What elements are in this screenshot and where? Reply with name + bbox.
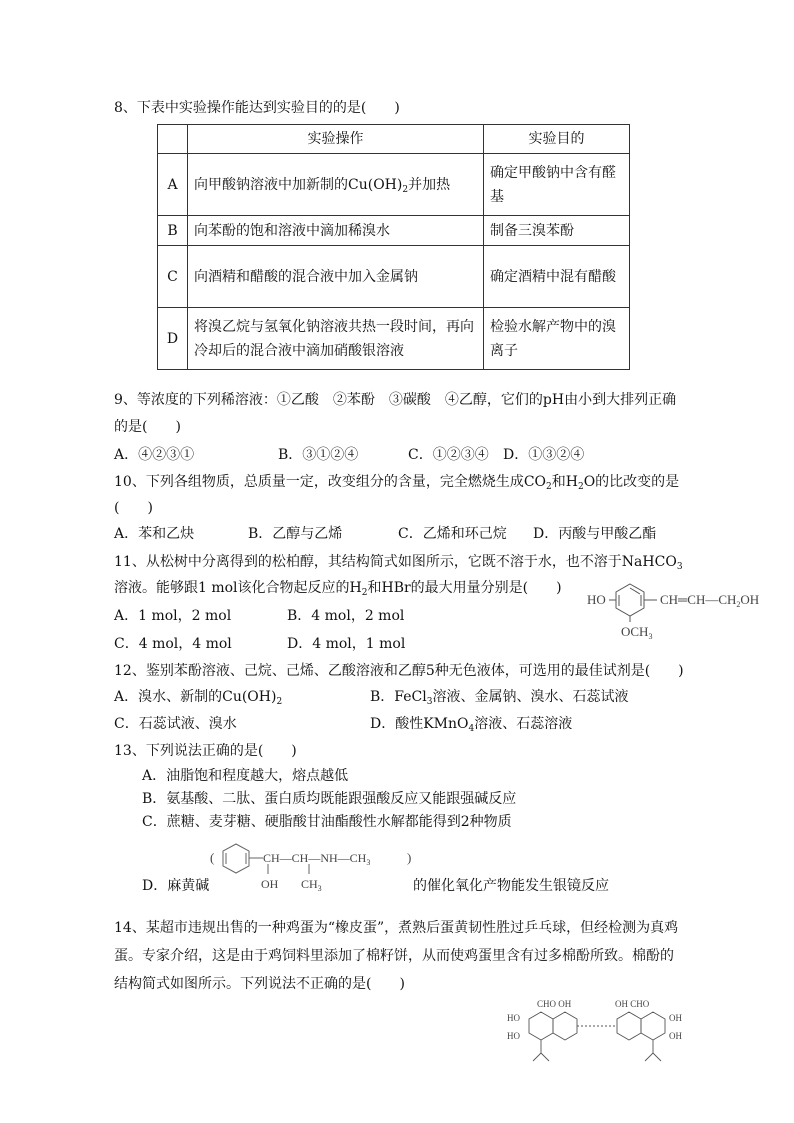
q9-stem-line2: 的是( ) <box>114 419 181 435</box>
q10-stem-line1: 10、下列各组物质，总质量一定，改变组分的含量，完全燃烧生成$CO_2$和$H_2O$的比改变的是 <box>114 474 680 492</box>
oh-label: OH <box>261 877 279 891</box>
q11-stem-line1: 11、从松树中分离得到的松柏醇，其结构简式如图所示，它既不溶于水，也不溶于NaHCO$_3$ <box>114 554 683 572</box>
q10-option-c: C．乙烯和环己烷 <box>398 526 507 542</box>
q14-stem-line2: 蛋。专家介绍，这是由于鸡饲料里添加了棉籽饼，从而使鸡蛋里含有过多棉酚所致。棉酚的 <box>114 948 674 964</box>
q9-option-c: C．①②③④ <box>408 447 489 463</box>
row-label: D <box>158 308 188 370</box>
q12-option-b: B．FeCl$_3$溶液、金属钠、溴水、石蕊试液 <box>370 689 629 707</box>
q11-option-d: D．4 mol，1 mol <box>287 636 406 652</box>
q10-option-d: D．丙酸与甲酸乙酯 <box>533 526 657 542</box>
row-operation: 将溴乙烷与氢氧化钠溶液共热一段时间，再向冷却后的混合液中滴加硝酸银溶液 <box>188 308 484 370</box>
row-purpose: 检验水解产物中的溴离子 <box>484 308 630 370</box>
q9-option-b: B．③①②④ <box>278 447 359 463</box>
q11-option-a: A．1 mol，2 mol <box>114 608 232 624</box>
row-label: B <box>158 216 188 246</box>
row-operation: 向苯酚的饱和溶液中滴加稀溴水 <box>188 216 484 246</box>
q14-stem-line1: 14、某超市违规出售的一种鸡蛋为“橡皮蛋”，煮熟后蛋黄韧性胜过乒乓球，但经检测为真鸡 <box>114 920 679 936</box>
q12-option-a: A．溴水、新制的$Cu(OH)_2$ <box>114 689 283 707</box>
table-row <box>158 308 630 370</box>
header-purpose: 实验目的 <box>484 125 630 154</box>
methoxy-label: $OCH_3$ <box>621 624 653 641</box>
q10-stem-line2: ( ) <box>114 500 153 516</box>
row-operation: 向酒精和醋酸的混合液中加入金属钠 <box>188 246 484 308</box>
chain-label: $CH—CH—NH—CH_3$ <box>263 851 371 867</box>
ho-label: HO <box>587 592 606 607</box>
table-row <box>158 216 630 246</box>
q12-stem: 12、鉴别苯酚溶液、己烷、己烯、乙酸溶液和乙醇5种无色液体，可选用的最佳试剂是( ) <box>114 663 684 679</box>
table-corner <box>158 125 188 154</box>
q13-option-c: C．蔗糖、麦芽糖、硬脂酸甘油酯酸性水解都能得到2种物质 <box>142 814 512 830</box>
row-operation: 向甲酸钠溶液中加新制的$Cu(OH)_2$并加热 <box>188 154 484 216</box>
row-purpose: 确定酒精中混有醋酸 <box>484 246 630 308</box>
ephedrine-structure <box>205 838 420 892</box>
gossypol-structure <box>497 995 697 1085</box>
q13-stem: 13、下列说法正确的是( ) <box>114 743 297 759</box>
methyl-label: $CH_3$ <box>301 877 322 892</box>
q13-option-b: B．氨基酸、二肽、蛋白质均既能跟强酸反应又能跟强碱反应 <box>142 791 517 807</box>
side-chain-label: $CH═CH—CH_2OH$ <box>660 592 760 609</box>
q13-option-a: A．油脂饱和程度越大，熔点越低 <box>142 768 349 784</box>
q12-option-d: D．酸性KMnO$_4$溶液、石蕊溶液 <box>370 716 573 734</box>
q9-option-d: D．①③②④ <box>503 447 585 463</box>
oh-right-bottom: OH <box>669 1031 682 1041</box>
cho-oh-left-label: CHO OH <box>537 999 572 1009</box>
row-purpose: 制备三溴苯酚 <box>484 216 630 246</box>
right-paren: ) <box>407 850 412 865</box>
row-label: A <box>158 154 188 216</box>
q13-option-d-prefix: D．麻黄碱 <box>142 878 210 894</box>
q11-stem-line2: 溶液。能够跟1 mol该化合物起反应的$H_2$和HBr的最大用量分别是( ) <box>114 580 562 598</box>
q8-table <box>157 124 630 370</box>
q9-option-a: A．④②③① <box>114 447 195 463</box>
q14-stem-line3: 结构简式如图所示。下列说法不正确的是( ) <box>114 976 405 992</box>
table-row <box>158 154 630 216</box>
table-row <box>158 246 630 308</box>
row-label: C <box>158 246 188 308</box>
q9-stem-line1: 9、等浓度的下列稀溶液：①乙酸 ②苯酚 ③碳酸 ④乙醇，它们的pH由小到大排列正确 <box>114 392 677 408</box>
row-purpose: 确定甲酸钠中含有醛基 <box>484 154 630 216</box>
oh-right-top: OH <box>669 1013 682 1023</box>
oh-cho-right-label: OH CHO <box>615 999 650 1009</box>
q10-option-a: A．苯和乙炔 <box>114 526 195 542</box>
q10-option-b: B．乙醇与乙烯 <box>248 526 343 542</box>
header-operation: 实验操作 <box>188 125 484 154</box>
q12-option-c: C．石蕊试液、溴水 <box>114 716 237 732</box>
q13-option-d-suffix: 的催化氧化产物能发生银镜反应 <box>413 878 609 894</box>
ho-left-top: HO <box>507 1013 520 1023</box>
ho-left-bottom: HO <box>507 1031 520 1041</box>
q11-option-b: B．4 mol，2 mol <box>287 608 405 624</box>
q11-option-c: C．4 mol，4 mol <box>114 636 232 652</box>
coniferyl-alcohol-structure <box>585 570 790 642</box>
q8-stem: 8、下表中实验操作能达到实验目的的是( ) <box>114 100 400 116</box>
left-paren: ( <box>210 850 215 865</box>
